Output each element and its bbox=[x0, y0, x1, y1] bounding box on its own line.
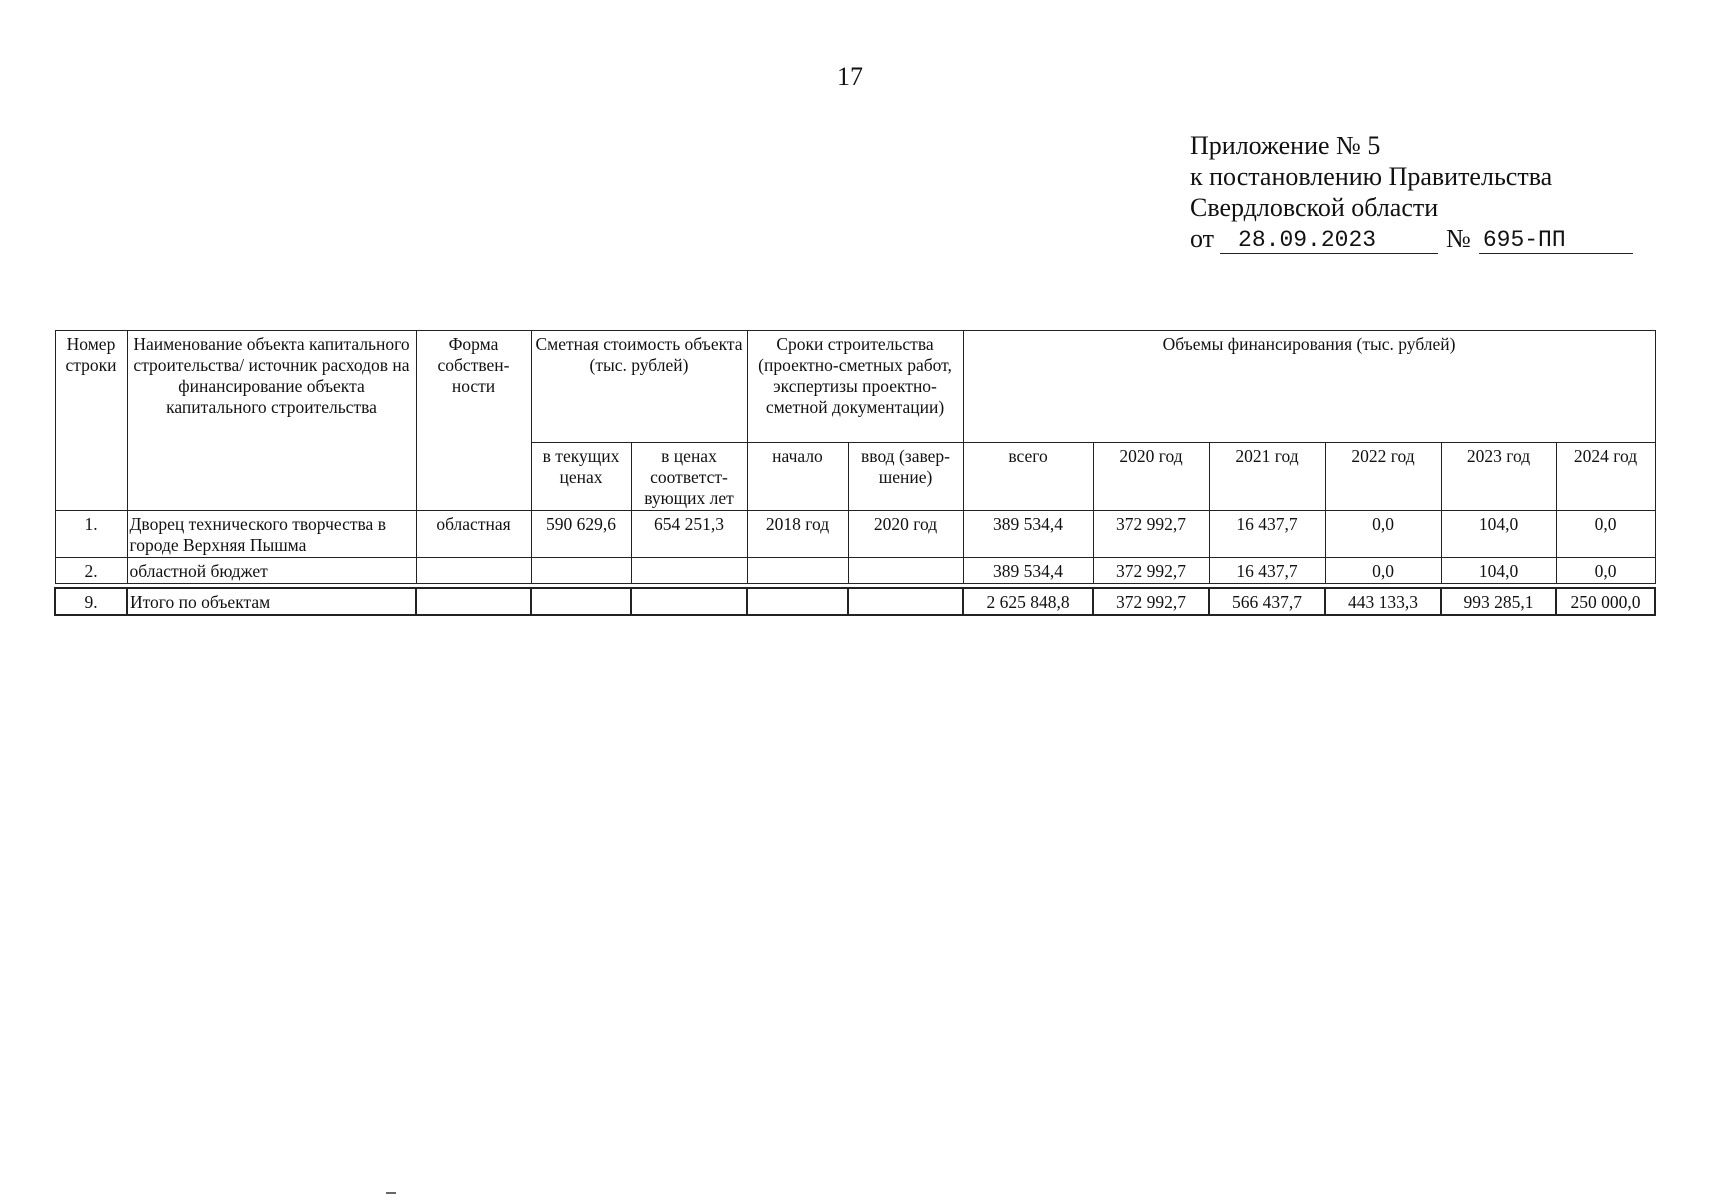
total-2021: 566 437,7 bbox=[1209, 588, 1325, 615]
header-years-prices: в ценах соответст-вующих лет bbox=[631, 443, 747, 511]
header-ownership: Форма собствен-ности bbox=[416, 331, 531, 511]
current-prices: 590 629,6 bbox=[531, 511, 631, 558]
total-row bbox=[55, 588, 1655, 615]
financing-2023: 104,0 bbox=[1441, 511, 1556, 558]
total-financing: 2 625 848,8 bbox=[963, 588, 1093, 615]
header-completion: ввод (завер-шение) bbox=[848, 443, 963, 511]
appendix-resolution-line: к постановлению Правительства bbox=[1190, 162, 1553, 191]
financing-2021: 16 437,7 bbox=[1209, 558, 1325, 584]
total-2024: 250 000,0 bbox=[1556, 588, 1655, 615]
financing-2022: 0,0 bbox=[1325, 511, 1441, 558]
financing-total: 389 534,4 bbox=[963, 511, 1093, 558]
appendix-region-line: Свердловской области bbox=[1190, 193, 1439, 222]
financing-2024: 0,0 bbox=[1556, 558, 1655, 584]
total-2023: 993 285,1 bbox=[1441, 588, 1556, 615]
ownership: областная bbox=[416, 511, 531, 558]
total-2022: 443 133,3 bbox=[1325, 588, 1441, 615]
years-prices bbox=[631, 558, 747, 584]
row-number: 1. bbox=[55, 511, 127, 558]
appendix-title: Приложение № 5 bbox=[1190, 131, 1381, 160]
header-estimated-cost: Сметная стоимость объекта (тыс. рублей) bbox=[531, 331, 747, 443]
header-total: всего bbox=[963, 443, 1093, 511]
total-empty-cell bbox=[531, 588, 631, 615]
row-number: 2. bbox=[55, 558, 127, 584]
header-financing: Объемы финансирования (тыс. рублей) bbox=[963, 331, 1655, 443]
completion-year bbox=[848, 558, 963, 584]
header-start: начало bbox=[747, 443, 848, 511]
header-2022: 2022 год bbox=[1325, 443, 1441, 511]
header-2024: 2024 год bbox=[1556, 443, 1655, 511]
table-row bbox=[55, 558, 1655, 584]
header-current-prices: в текущих ценах bbox=[531, 443, 631, 511]
financing-2020: 372 992,7 bbox=[1093, 558, 1209, 584]
header-row-number: Номер строки bbox=[55, 331, 127, 511]
financing-total: 389 534,4 bbox=[963, 558, 1093, 584]
header-construction-terms: Сроки строительства (проектно-сметных работ, экспертизы проектно-сметной документации) bbox=[747, 331, 963, 443]
page-number: 17 bbox=[837, 62, 863, 91]
appendix-date-number-line bbox=[1190, 223, 1650, 254]
total-empty-cell bbox=[416, 588, 531, 615]
total-2020: 372 992,7 bbox=[1093, 588, 1209, 615]
financing-table bbox=[54, 330, 1656, 616]
financing-2023: 104,0 bbox=[1441, 558, 1556, 584]
current-prices bbox=[531, 558, 631, 584]
header-2020: 2020 год bbox=[1093, 443, 1209, 511]
appendix-block bbox=[1190, 130, 1650, 254]
total-row-name: Итого по объектам bbox=[127, 588, 416, 615]
scan-mark bbox=[386, 1192, 396, 1194]
header-2023: 2023 год bbox=[1441, 443, 1556, 511]
completion-year: 2020 год bbox=[848, 511, 963, 558]
total-empty-cell bbox=[747, 588, 848, 615]
object-name: Дворец технического творчества в городе Верхняя Пышма bbox=[127, 511, 416, 558]
table-row bbox=[55, 511, 1655, 558]
financing-2024: 0,0 bbox=[1556, 511, 1655, 558]
total-empty-cell bbox=[631, 588, 747, 615]
start-year bbox=[747, 558, 848, 584]
date-label: от bbox=[1190, 224, 1215, 253]
financing-2021: 16 437,7 bbox=[1209, 511, 1325, 558]
financing-2022: 0,0 bbox=[1325, 558, 1441, 584]
total-row-number: 9. bbox=[55, 588, 127, 615]
ownership bbox=[416, 558, 531, 584]
total-empty-cell bbox=[848, 588, 963, 615]
date-value: 28.09.2023 bbox=[1220, 227, 1438, 254]
header-object-name: Наименование объекта капитального строительства/ источник расходов на финансирование объекта капитального строительства bbox=[127, 331, 416, 511]
header-2021: 2021 год bbox=[1209, 443, 1325, 511]
number-value: 695-ПП bbox=[1479, 227, 1633, 254]
years-prices: 654 251,3 bbox=[631, 511, 747, 558]
start-year: 2018 год bbox=[747, 511, 848, 558]
financing-2020: 372 992,7 bbox=[1093, 511, 1209, 558]
number-label: № bbox=[1446, 224, 1471, 253]
object-name: областной бюджет bbox=[127, 558, 416, 584]
